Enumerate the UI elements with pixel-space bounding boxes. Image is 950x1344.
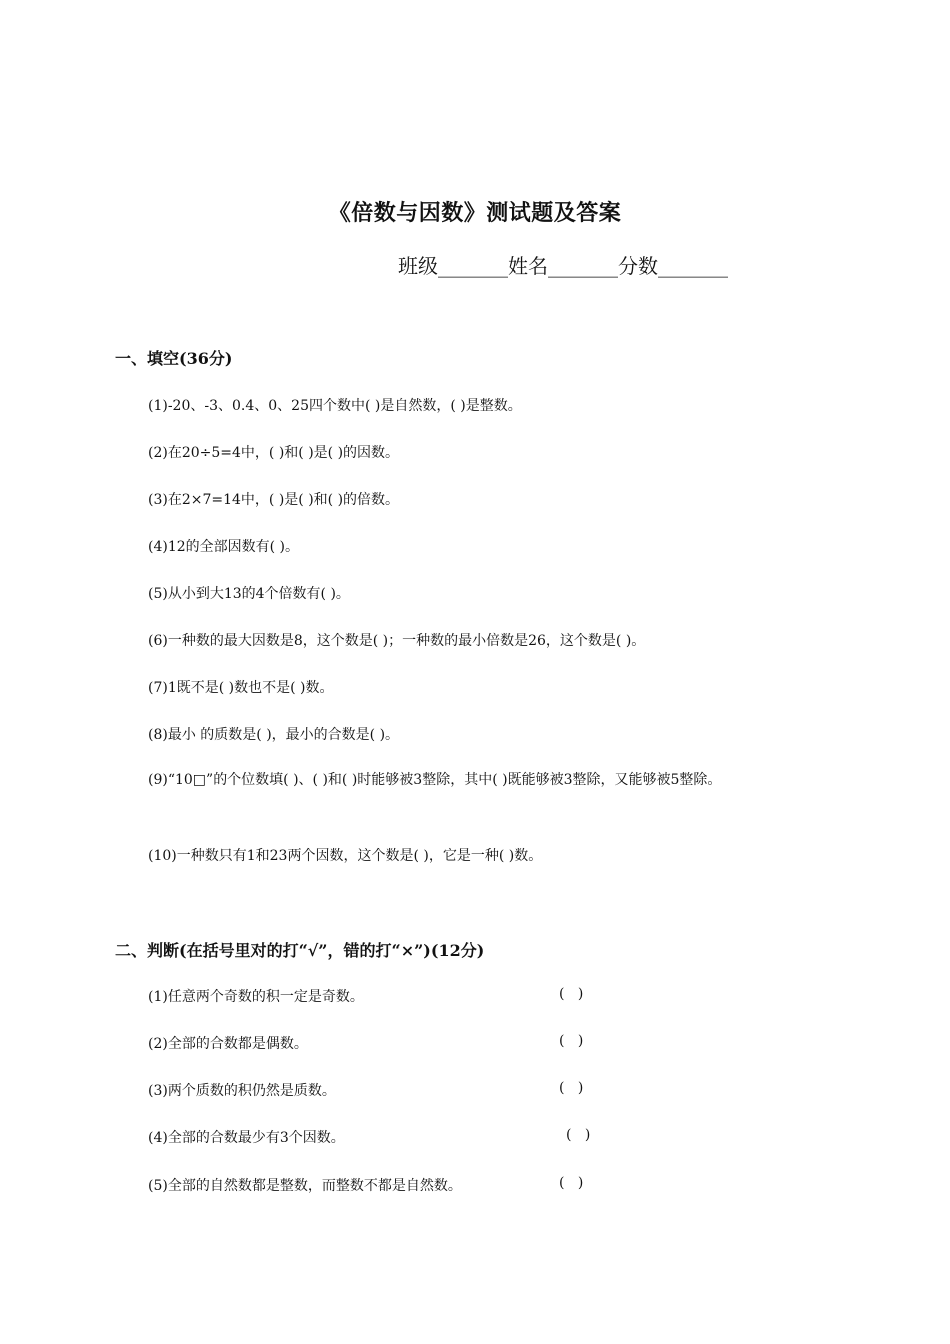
fill-question-5: (5)从小到大13的4个倍数有( )。 — [148, 586, 350, 602]
document-title: 《倍数与因数》测试题及答案 — [328, 200, 622, 226]
judge-question-4: (4)全部的合数最少有3个因数。 — [148, 1130, 345, 1146]
section1-heading: 一、填空(36分) — [115, 349, 233, 368]
judge-question-5: (5)全部的自然数都是整数，而整数不都是自然数。 — [148, 1178, 462, 1194]
judge-question-1: (1)任意两个奇数的积一定是奇数。 — [148, 989, 364, 1005]
student-info-line: 班级_______姓名_______分数_______ — [398, 254, 728, 278]
fill-question-8: (8)最小 的质数是( )，最小的合数是( )。 — [148, 727, 400, 743]
judge-answer-paren-2: ( ) — [559, 1033, 584, 1049]
fill-question-1: (1)-20、-3、0.4、0、25四个数中( )是自然数，( )是整数。 — [148, 398, 522, 414]
fill-question-9: (9)“10□”的个位数填( )、( )和( )时能够被3整除，其中( )既能够被3整除，又能够被5整除。 — [148, 772, 722, 788]
fill-question-3: (3)在2×7=14中，( )是( )和( )的倍数。 — [148, 492, 400, 508]
judge-question-3: (3)两个质数的积仍然是质数。 — [148, 1083, 336, 1099]
judge-answer-paren-1: ( ) — [559, 986, 584, 1002]
fill-question-10: (10)一种数只有1和23两个因数，这个数是( )，它是一种( )数。 — [148, 848, 543, 864]
fill-question-6: (6)一种数的最大因数是8，这个数是( )；一种数的最小倍数是26，这个数是( )。 — [148, 633, 646, 649]
judge-answer-paren-5: ( ) — [559, 1175, 584, 1191]
fill-question-7: (7)1既不是( )数也不是( )数。 — [148, 680, 334, 696]
section2-heading: 二、判断(在括号里对的打“√”，错的打“×”)(12分) — [115, 941, 485, 960]
fill-question-4: (4)12的全部因数有( )。 — [148, 539, 300, 555]
judge-question-2: (2)全部的合数都是偶数。 — [148, 1036, 308, 1052]
fill-question-2: (2)在20÷5=4中，( )和( )是( )的因数。 — [148, 445, 400, 461]
judge-answer-paren-4: ( ) — [566, 1127, 591, 1143]
judge-answer-paren-3: ( ) — [559, 1080, 584, 1096]
